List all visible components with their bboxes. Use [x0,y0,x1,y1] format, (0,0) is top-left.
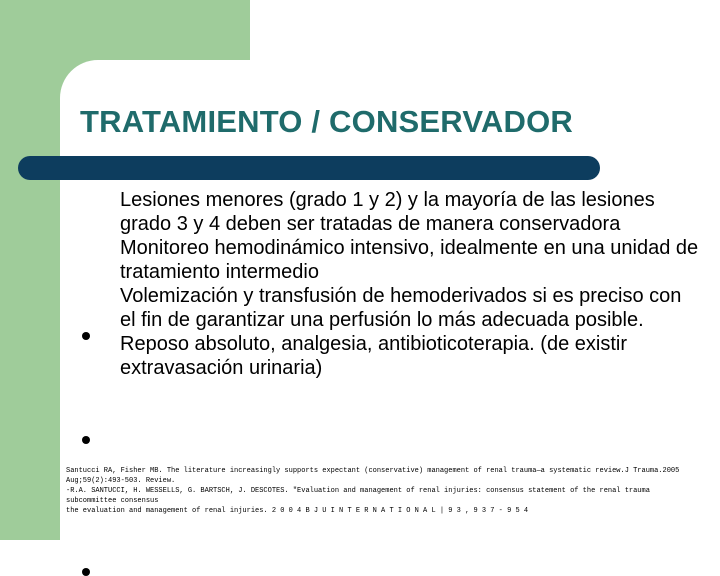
bullet-list [0,188,720,380]
bullet-dot-icon [82,436,90,444]
reference-line: -R.A. SANTUCCI, H. WESSELLS, G. BARTSCH, J. DESCOTES. "Evaluation and management of renal injuries: consensus statement of the renal trauma [66,487,650,495]
bullet-text: Lesiones menores (grado 1 y 2) y la mayoría de las lesiones grado 3 y 4 deben ser tratadas de manera conservadora [120,189,655,235]
references-footer [66,466,706,516]
bullet-item [0,284,720,332]
bullet-text: Volemización y transfusión de hemoderivados si es preciso con el fin de garantizar una perfusión lo más adecuada posible. [120,285,682,331]
bullet-item [0,188,720,236]
bullet-text: Monitoreo hemodinámico intensivo, idealmente en una unidad de tratamiento intermedio [120,237,699,283]
reference-line: Aug;59(2):493-503. Review. [66,477,176,485]
bullet-dot-icon [82,568,90,576]
bullet-item [0,236,720,284]
reference-line: subcommittee consensus [66,497,159,505]
title-divider-bar [18,156,600,180]
reference-line: Santucci RA, Fisher MB. The literature increasingly supports expectant (conservative) management of renal trauma—a systematic review.J Trauma.2005 [66,467,680,475]
reference-line: the evaluation and management of renal injuries. 2 0 0 4 B J U I N T E R N A T I O N A L | 9 3 , 9 3 7 - 9 5 4 [66,507,529,515]
bullet-item [0,332,720,380]
slide-title: TRATAMIENTO / CONSERVADOR [80,104,573,139]
bullet-text: Reposo absoluto, analgesia, antibioticoterapia. (de existir extravasación urinaria) [120,333,627,379]
